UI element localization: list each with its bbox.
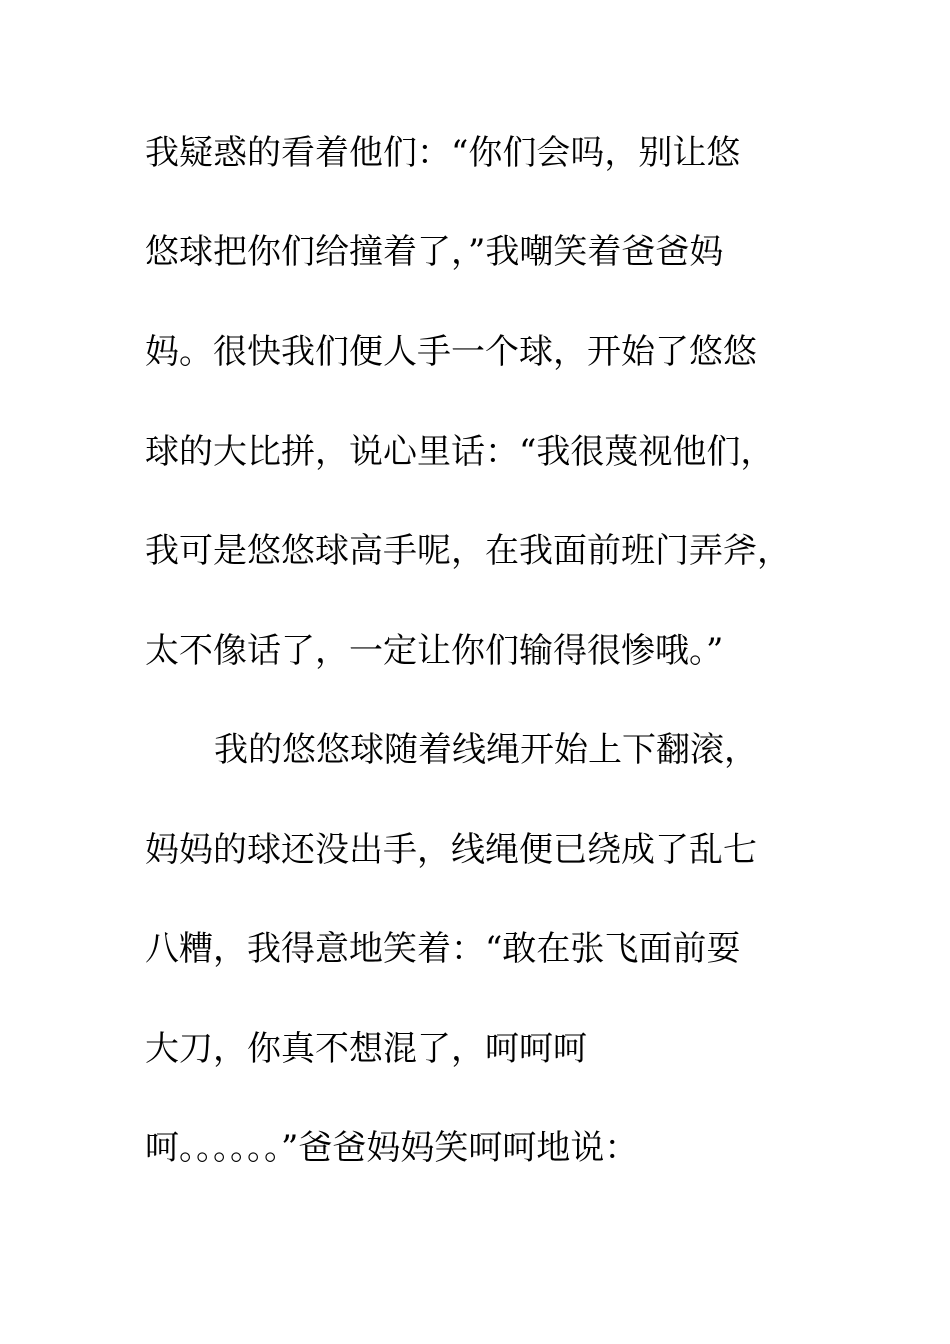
- text-line: 妈。很快我们便人手一个球，开始了悠悠: [145, 332, 757, 372]
- text-line: 八糟，我得意地笑着：“敢在张飞面前耍: [145, 929, 741, 969]
- text-line: 悠球把你们给撞着了，”我嘲笑着爸爸妈: [145, 232, 724, 272]
- paragraph-first-line: 我的悠悠球随着线绳开始上下翻滚，: [214, 730, 758, 770]
- text-line: 太不像话了，一定让你们输得很惨哦。”: [145, 631, 724, 671]
- text-line: 呵。。。。。。”爸爸妈妈笑呵呵地说：: [145, 1128, 639, 1168]
- text-line: 我可是悠悠球高手呢，在我面前班门弄斧，: [145, 531, 791, 571]
- text-line: 球的大比拼，说心里话：“我很蔑视他们，: [145, 432, 775, 472]
- text-line: 大刀，你真不想混了，呵呵呵: [145, 1029, 587, 1069]
- text-line: 妈妈的球还没出手，线绳便已绕成了乱七: [145, 830, 757, 870]
- text-line: 我疑惑的看着他们：“你们会吗，别让悠: [145, 133, 741, 173]
